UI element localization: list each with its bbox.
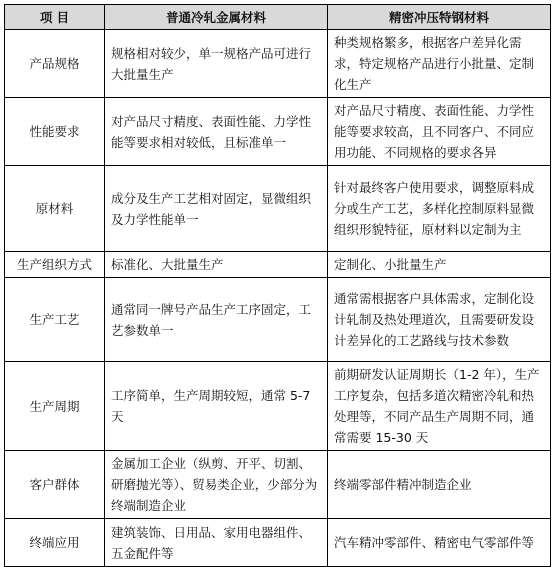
header-precision: 精密冲压特钢材料 [328,5,551,30]
precision-cell: 对产品尺寸精度、表面性能、力学性能等要求较高，且不同客户、不同应用功能、不同规格的要求各异 [328,98,551,166]
comparison-table [4,4,551,567]
row-item-label: 产品规格 [5,30,105,98]
precision-cell: 定制化、小批量生产 [328,252,551,278]
precision-cell: 针对最终客户使用要求，调整原料成分或生产工艺，多样化控制原料显微组织形貌特征，原材料以定制为主 [328,166,551,252]
header-row [5,5,551,30]
precision-cell: 前期研发认证周期长（1-2 年），生产工序复杂，包括多道次精密冷轧和热处理等，不同产品生产周期不同，通常需要 15-30 天 [328,362,551,451]
cold-rolled-cell: 工序简单，生产周期较短，通常 5-7 天 [105,362,328,451]
row-item-label: 生产组织方式 [5,252,105,278]
table-row [5,98,551,166]
table-row [5,30,551,98]
cold-rolled-cell: 通常同一牌号产品生产工序固定，工艺参数单一 [105,278,328,362]
precision-cell: 汽车精冲零部件、精密电气零部件等 [328,519,551,567]
row-item-label: 性能要求 [5,98,105,166]
cold-rolled-cell: 成分及生产工艺相对固定，显微组织及力学性能单一 [105,166,328,252]
row-item-label: 生产工艺 [5,278,105,362]
table-row [5,451,551,519]
table-row [5,166,551,252]
header-cold-rolled: 普通冷轧金属材料 [105,5,328,30]
table-row [5,519,551,567]
row-item-label: 终端应用 [5,519,105,567]
row-item-label: 客户群体 [5,451,105,519]
precision-cell: 终端零部件精冲制造企业 [328,451,551,519]
cold-rolled-cell: 对产品尺寸精度、表面性能、力学性能等要求相对较低，且标准单一 [105,98,328,166]
cold-rolled-cell: 标准化、大批量生产 [105,252,328,278]
table-row [5,362,551,451]
table-row [5,252,551,278]
cold-rolled-cell: 规格相对较少，单一规格产品可进行大批量生产 [105,30,328,98]
row-item-label: 原材料 [5,166,105,252]
precision-cell: 通常需根据客户具体需求，定制化设计轧制及热处理道次，且需要研发设计差异化的工艺路线与技术参数 [328,278,551,362]
cold-rolled-cell: 金属加工企业（纵剪、开平、切割、研磨抛光等）、贸易类企业，少部分为终端制造企业 [105,451,328,519]
row-item-label: 生产周期 [5,362,105,451]
table-row [5,278,551,362]
cold-rolled-cell: 建筑装饰、日用品、家用电器组件、五金配件等 [105,519,328,567]
header-item: 项 目 [5,5,105,30]
precision-cell: 种类规格繁多，根据客户差异化需求，特定规格产品进行小批量、定制化生产 [328,30,551,98]
